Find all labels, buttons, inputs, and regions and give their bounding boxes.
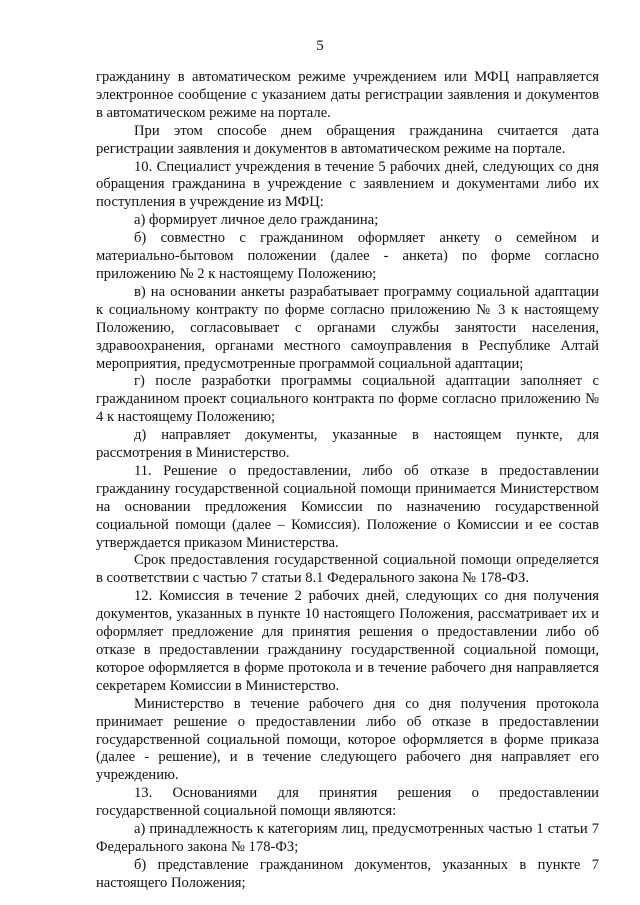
paragraph: При этом способе днем обращения гражданина считается дата регистрации заявления и документов в автоматическом режиме на портале. [96, 122, 599, 157]
paragraph-item-10-g: г) после разработки программы социальной адаптации заполняет с гражданином проект социального контракта по форме согласно приложению № 4 к настоящему Положению; [96, 373, 599, 426]
paragraph-item-13-a: а) принадлежность к категориям лиц, предусмотренных частью 1 статьи 7 Федерального закона № 178-ФЗ; [96, 821, 599, 855]
document-body [96, 69, 599, 893]
paragraph-item-10-a: а) формирует личное дело гражданина; [134, 212, 379, 229]
paragraph-continuation: гражданину в автоматическом режиме учреждением или МФЦ направляется электронное сообщение с указанием даты регистрации заявления и документов в автоматическом режиме на портале. [96, 69, 599, 121]
paragraph-item-10-v: в) на основании анкеты разрабатывает программу социальной адаптации к социальному контракту по форме согласно приложению № 3 к настоящему Положению, согласовывает с органами службы занятости населения, здравоохранения, органами местного самоуправления в Республике Алтай мероприятия, предусмотренные программой социальной адаптации; [96, 283, 599, 372]
paragraph-item-13-b: б) представление гражданином документов, указанных в пункте 7 настоящего Положения; [96, 856, 599, 891]
paragraph: Срок предоставления государственной социальной помощи определяется в соответствии с частью 7 статьи 8.1 Федерального закона № 178-ФЗ. [96, 552, 599, 587]
paragraph: Министерство в течение рабочего дня со дня получения протокола принимает решение о предоставлении либо об отказе в предоставлении государственной социальной помощи, которое оформляется в форме приказа (далее - решение), и в течение следующего рабочего дня направляет его учреждению. [96, 695, 599, 784]
paragraph-item-10-d: д) направляет документы, указанные в настоящем пункте, для рассмотрения в Министерство. [96, 427, 599, 462]
paragraph-item-11: 11. Решение о предоставлении, либо об отказе в предоставлении гражданину государственной социальной помощи принимается Министерством на основании предложения Комиссии по назначению государственной социальной помощи (далее – Комиссия). Положение о Комиссии и ее состав утверждается приказом Министерства. [96, 462, 599, 551]
page-number: 5 [316, 38, 324, 54]
paragraph-item-10-b: б) совместно с гражданином оформляет анкету о семейном и материально-бытовом положении (далее - анкета) по форме согласно приложению № 2 к настоящему Положению; [96, 230, 599, 282]
paragraph-item-10: 10. Специалист учреждения в течение 5 рабочих дней, следующих со дня обращения гражданина в учреждение с заявлением и документами либо их поступления в учреждение из МФЦ: [96, 158, 599, 211]
paragraph-item-13: 13. Основаниями для принятия решения о предоставлении государственной социальной помощи являются: [96, 785, 599, 820]
paragraph-item-12: 12. Комиссия в течение 2 рабочих дней, следующих со дня получения документов, указанных в пункте 10 настоящего Положения, рассматривает их и оформляет предложение для принятия решения о предоставлении либо об отказе в предоставлении гражданину государственной социальной помощи, которое оформляется в форме протокола и в течение рабочего дня направляется секретарем Комиссии в Министерство. [96, 588, 599, 694]
